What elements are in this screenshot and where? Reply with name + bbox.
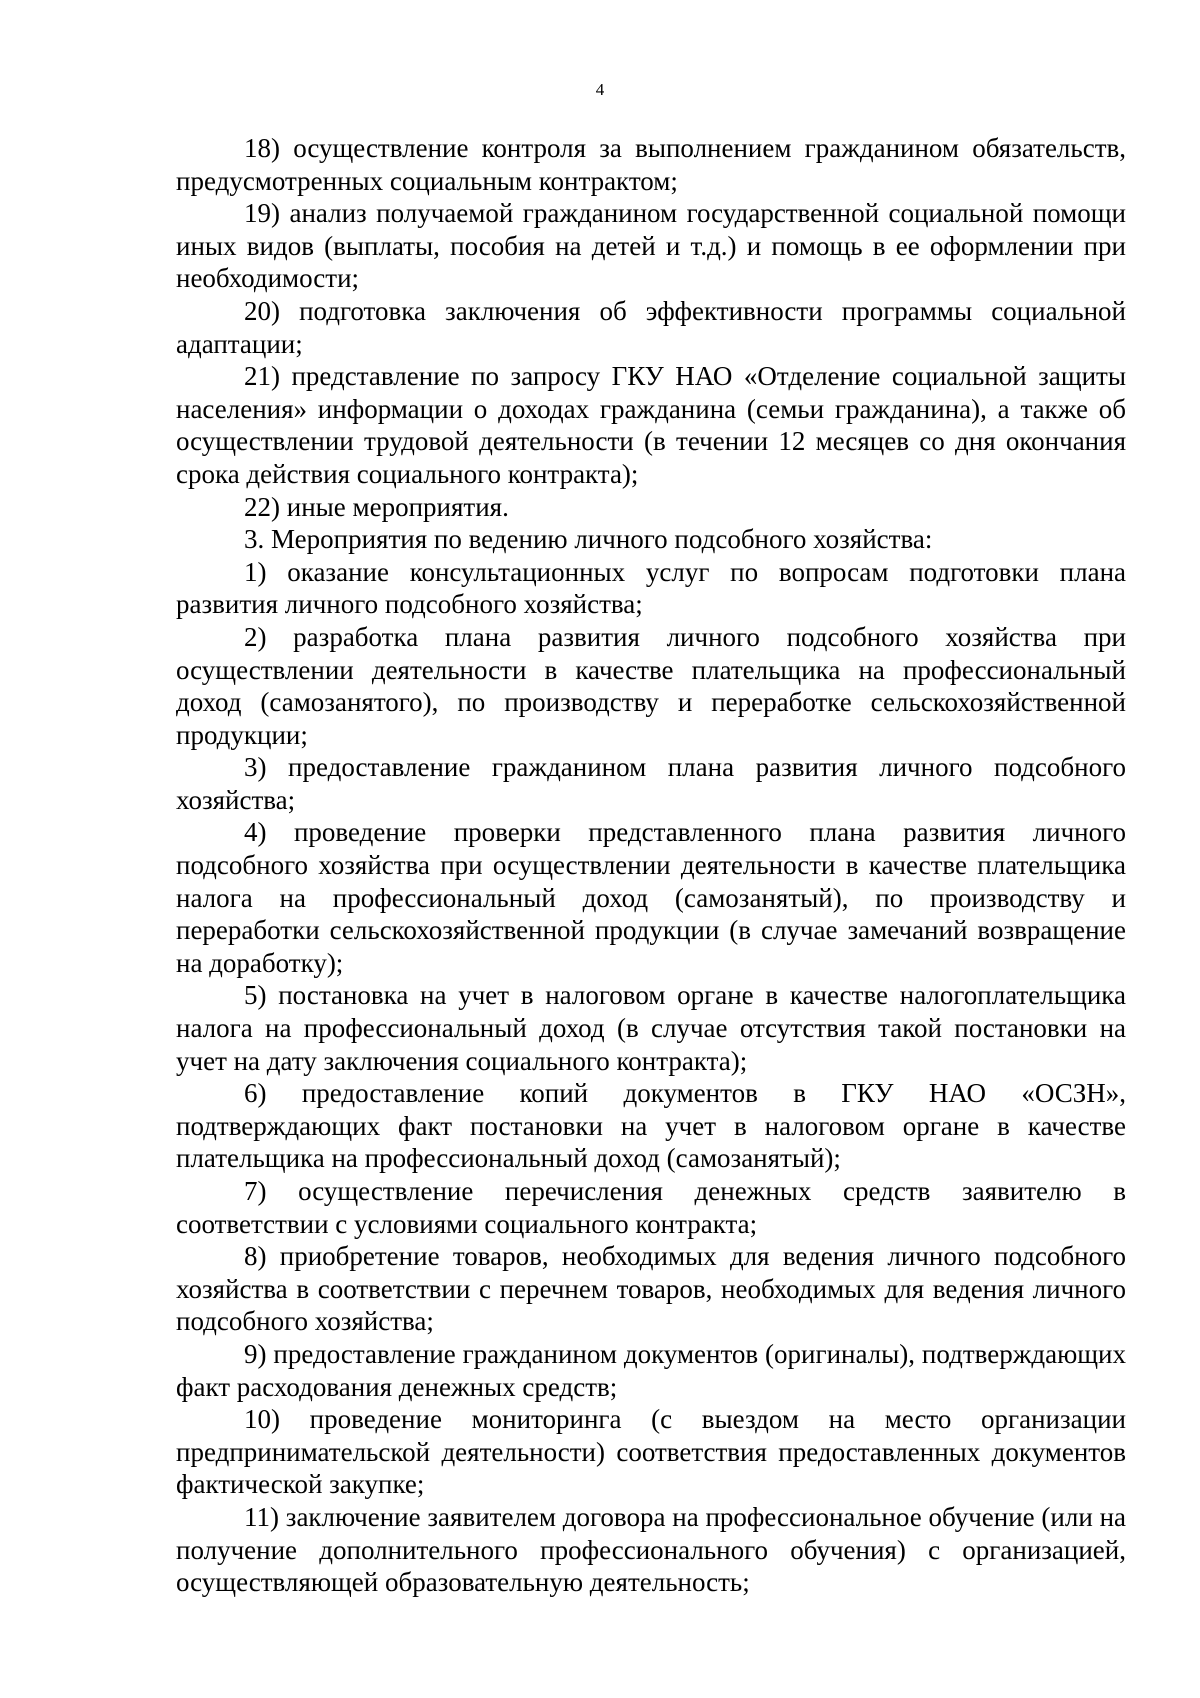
paragraph-item-4: 4) проведение проверки представленного плана развития личного подсобного хозяйства при осуществлении деятельности в качестве плательщика налога на профессиональный доход (самозанятый), по производству и переработки сельскохозяйственной продукции (в случае замечаний возвращение на доработку); — [176, 817, 1126, 978]
paragraph-item-2: 2) разработка плана развития личного подсобного хозяйства при осуществлении деятельности в качестве плательщика на профессиональный доход (самозанятого), по производству и переработке сельскохозяйственной продукции; — [176, 621, 1126, 750]
paragraph-item-1: 1) оказание консультационных услуг по вопросам подготовки плана развития личного подсобного хозяйства; — [176, 556, 1126, 620]
paragraph-item-7: 7) осуществление перечисления денежных средств заявителю в соответствии с условиями социального контракта; — [176, 1176, 1126, 1239]
paragraph-item-3: 3) предоставление гражданином плана развития личного подсобного хозяйства; — [176, 752, 1126, 815]
paragraph-item-21: 21) представление по запросу ГКУ НАО «Отделение социальной защиты населения» информации о доходах гражданина (семьи гражданина), а также об осуществлении трудовой деятельности (в течении 12 месяцев со дня окончания срока действия социального контракта); — [176, 361, 1126, 489]
section-heading-3: 3. Мероприятия по ведению личного подсобного хозяйства: — [244, 524, 933, 555]
paragraph-item-8: 8) приобретение товаров, необходимых для ведения личного подсобного хозяйства в соответствии с перечнем товаров, необходимых для ведения личного подсобного хозяйства; — [176, 1241, 1126, 1337]
paragraph-item-9: 9) предоставление гражданином документов (оригиналы), подтверждающих факт расходования денежных средств; — [176, 1338, 1126, 1402]
document-body — [176, 132, 1126, 1599]
paragraph-item-6: 6) предоставление копий документов в ГКУ НАО «ОСЗН», подтверждающих факт постановки на учет в налоговом органе в качестве плательщика на профессиональный доход (самозанятый); — [176, 1078, 1126, 1174]
paragraph-item-10: 10) проведение мониторинга (с выездом на место организации предпринимательской деятельности) соответствия предоставленных документов фактической закупке; — [176, 1404, 1126, 1500]
paragraph-item-11: 11) заключение заявителем договора на профессиональное обучение (или на получение дополнительного профессионального обучения) с организацией, осуществляющей образовательную деятельность; — [176, 1501, 1126, 1598]
paragraph-item-20: 20) подготовка заключения об эффективности программы социальной адаптации; — [176, 295, 1126, 359]
paragraph-item-18: 18) осуществление контроля за выполнением гражданином обязательств, предусмотренных социальным контрактом; — [176, 133, 1126, 196]
paragraph-item-19: 19) анализ получаемой гражданином государственной социальной помощи иных видов (выплаты, пособия на детей и т.д.) и помощь в ее оформлении при необходимости; — [176, 198, 1126, 294]
paragraph-item-5: 5) постановка на учет в налоговом органе в качестве налогоплательщика налога на профессиональный доход (в случае отсутствия такой постановки на учет на дату заключения социального контракта); — [176, 980, 1126, 1076]
page-number: 4 — [595, 80, 605, 99]
paragraph-item-22: 22) иные мероприятия. — [244, 491, 509, 522]
